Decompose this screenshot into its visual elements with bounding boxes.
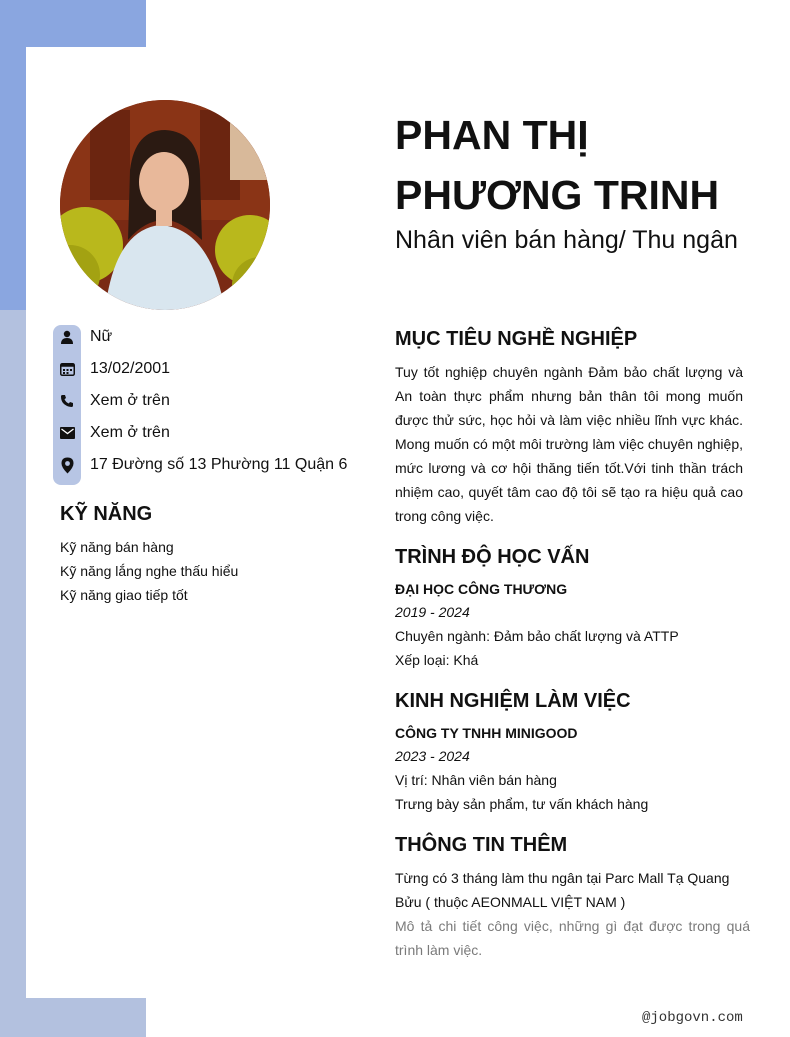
person-icon xyxy=(58,328,76,346)
skills-heading: KỸ NĂNG xyxy=(60,503,153,525)
extra-info-text: Từng có 3 tháng làm thu ngân tại Parc Mall Tạ Quang Bửu ( thuộc AEONMALL VIỆT NAM ) xyxy=(395,870,730,910)
skill-item: Kỹ năng bán hàng xyxy=(60,539,174,555)
address-value: 17 Đường số 13 Phường 11 Quận 6 xyxy=(90,456,348,473)
contact-address xyxy=(58,453,347,477)
experience-position: Vị trí: Nhân viên bán hàng xyxy=(395,772,557,788)
skill-item: Kỹ năng giao tiếp tốt xyxy=(60,587,188,603)
extra-info-heading: THÔNG TIN THÊM xyxy=(395,834,568,856)
education-major: Chuyên ngành: Đảm bảo chất lượng và ATTP xyxy=(395,628,679,644)
objective-text: Tuy tốt nghiệp chuyên ngành Đảm bảo chất lượng và An toàn thực phẩm nhưng bản thân tôi mong muốn được thử sức, học hỏi và làm việc nhiều lĩnh vực khác. Mong muốn có một môi trường làm việc chuyên nghiệp, mức lương và cơ hội thăng tiến tốt.Với tinh thần trách nhiệm cao, quyết tâm cao độ tôi sẽ tạo ra hiệu quả cao trong công việc. xyxy=(395,364,743,524)
gender-value: Nữ xyxy=(90,328,113,345)
phone-icon xyxy=(58,392,76,410)
experience-heading: KINH NGHIỆM LÀM VIỆC xyxy=(395,690,631,712)
email-value: Xem ở trên xyxy=(90,424,170,441)
experience-period: 2023 - 2024 xyxy=(395,748,470,764)
experience-duty: Trưng bày sản phẩm, tư vấn khách hàng xyxy=(395,796,649,812)
education-heading: TRÌNH ĐỘ HỌC VẤN xyxy=(395,546,590,568)
mail-icon xyxy=(58,424,76,442)
education-rank: Xếp loại: Khá xyxy=(395,652,479,668)
company-name: CÔNG TY TNHH MINIGOOD xyxy=(395,725,578,741)
dob-value: 13/02/2001 xyxy=(90,360,171,377)
footer-watermark: @jobgovn.com xyxy=(642,1010,743,1026)
school-name: ĐẠI HỌC CÔNG THƯƠNG xyxy=(395,581,568,597)
calendar-icon xyxy=(58,360,76,378)
candidate-role: Nhân viên bán hàng/ Thu ngân xyxy=(395,226,738,254)
extra-info-placeholder: Mô tả chi tiết công việc, những gì đạt được trong quá trình làm việc. xyxy=(395,918,750,958)
accent-block-bottom xyxy=(0,998,146,1037)
contact-phone xyxy=(58,389,170,413)
accent-strip-left xyxy=(0,310,26,1037)
skill-item: Kỹ năng lắng nghe thấu hiểu xyxy=(60,563,239,579)
contact-email xyxy=(58,421,170,445)
education-period: 2019 - 2024 xyxy=(395,604,470,620)
objective-heading: MỤC TIÊU NGHỀ NGHIỆP xyxy=(395,328,638,350)
phone-value: Xem ở trên xyxy=(90,392,170,409)
contact-dob xyxy=(58,357,170,381)
location-pin-icon xyxy=(58,456,76,474)
candidate-name: PHAN THỊ PHƯƠNG TRINH xyxy=(395,112,720,218)
profile-photo xyxy=(60,100,270,310)
contact-gender xyxy=(58,325,112,349)
